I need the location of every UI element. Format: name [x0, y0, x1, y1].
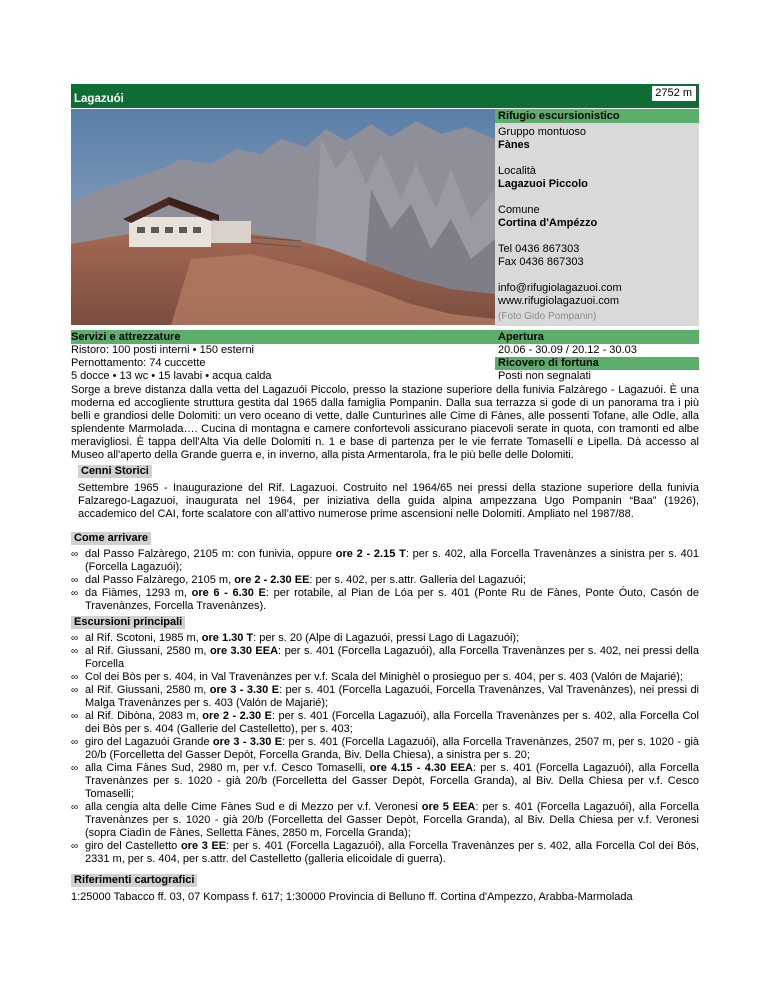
riferimenti-text: 1:25000 Tabacco ff. 03, 07 Kompass f. 617; 1:30000 Provincia di Belluno ff. Cortina d'Ampezzo, Arabba-Marmolada	[71, 891, 633, 903]
phone: Tel 0436 867303	[498, 243, 580, 255]
comune-value: Cortina d'Ampézzo	[498, 217, 598, 229]
item-text: alla cengia alta delle Cime Fànes Sud e di Mezzo per v.f. Veronesi	[85, 801, 422, 813]
opening-dates: 20.06 - 30.09 / 20.12 - 30.03	[498, 344, 637, 356]
description: Sorge a breve distanza dalla vetta del Lagazuói Piccolo, presso la stazione superiore della funivia Falzàrego - Lagazuói. È una moderna ed accogliente struttura gestita dal 1965 dalla famiglia Pompanin. Dalla sua terrazza si gode di un panorama tra i più belli e grandiosi delle Dolomiti: un vero oceano di vette, dalle Cunturìnes alle Cime di Fànes, alle possenti Tofane, alle Odle, alla splendente Marmolada…. Cucina di montagna e camere confortevoli assicurano piacevoli serate in quota, con tramonti ed albe meravigliosi. È tappa dell'Alta Via delle Dolomiti n. 1 e base di partenza per le vie ferrate Tomaselli e Lipella. Dà accesso al Museo all'aperto della Grande guerra e, in inverno, alla pista Armentarola, fra le più belle delle Dolomiti.	[71, 384, 699, 461]
storici-text: Settembre 1965 - Inaugurazione del Rif. Lagazuoi. Costruito nel 1964/65 nei pressi della stazione superiore della funivia Falzarego-Lagazuoi, inaugurata nel 1964, per iniziativa della guida alpina ampezzana Ugo Pompanin “Baa” (1926), accademico del CAI, forte scalatore con all’attivo numerose prime ascensioni nelle Dolomiti. Ampliato nel 1987/88.	[78, 482, 699, 520]
item-time: ore 3 - 3.30 E	[209, 684, 280, 696]
item-time: ore 2 - 2.15 T	[335, 548, 406, 560]
list-item	[71, 645, 699, 671]
item-route: : per s. 401 (Forcella Lagazuói), alla Forcella Travenànzes, 2507 m, per s. 1020 - già 20/b (Forcelletta del Gasser Depòt, Forcella Granda, Biv. Della Chiesa), a sinistra per s. 20;	[85, 736, 700, 761]
shelter-heading: Ricovero di fortuna	[495, 357, 699, 370]
item-route: : per s. 401 (Forcella Lagazuói), alla Forcella Travenànzes per s. 1020 - già 20/b (Forcelletta del Gasser Depòt, Forcella Granda), al Biv. Della Chiesa per v.f. Veronesi (sopra Ciadìn de Fànes, Selletta Fànes, 2850 m, Forcella Granda);	[85, 801, 699, 839]
refuge-photo	[71, 109, 495, 325]
fax: Fax 0436 867303	[498, 256, 584, 268]
group-label: Gruppo montuoso	[498, 126, 587, 138]
item-text: giro del Castelletto	[85, 840, 181, 852]
item-text: da Fiàmes, 1293 m,	[85, 587, 192, 599]
storici-section	[71, 465, 699, 521]
escursioni-list	[71, 632, 699, 866]
list-item	[71, 671, 699, 684]
page	[71, 84, 699, 904]
item-route: : per s. 402, per s.attr. Galleria del Lagazuói;	[309, 574, 526, 586]
website-link[interactable]: www.rifugiolagazuoi.com	[498, 295, 620, 307]
services-header	[71, 330, 699, 344]
item-time: ore 2 - 2.30 EE	[234, 574, 310, 586]
item-time: ore 3 EE	[180, 840, 227, 852]
item-route: : per s. 401 (Forcella Lagazuói), alla Forcella Travenànzes per s. 402, alla Forcella Col dei Bòs, 2331 m, per s. 404, per s.attr. del Castelletto (galleria elicoidale di guerra).	[85, 840, 699, 865]
item-text: dal Passo Falzàrego, 2105 m,	[85, 574, 235, 586]
arrivare-title: Come arrivare	[71, 532, 151, 545]
item-time: ore 1.30 T	[201, 632, 254, 644]
storici-title: Cenni Storici	[78, 465, 152, 478]
list-item	[71, 632, 699, 645]
riferimenti-section	[71, 874, 699, 904]
list-item	[71, 801, 699, 840]
item-route: : per s. 401 (Forcella Lagazuói, Forcella Travenànzes, Val Travenànzes), nei pressi di Malga Travenànzes per s. 403 (Valón de Majarié);	[85, 684, 700, 709]
services-rows	[71, 344, 699, 383]
item-time: ore 4.15 - 4.30 EEA	[369, 762, 473, 774]
list-item	[71, 684, 699, 710]
item-route: : per s. 401 (Forcella Lagazuói), alla Forcella Travenànzes per s. 402, alla Forcella Col dei Bòs per s. 404 (Gallerie del Castelletto), per s. 403;	[85, 710, 699, 735]
item-route: : per s. 402, alla Forcella Travenànzes a sinistra per s. 401 (Forcella Lagazuói);	[85, 548, 699, 573]
list-item	[71, 840, 699, 866]
item-route: : per s. 20 (Alpe di Lagazuói, pressi Lago di Lagazuói);	[253, 632, 520, 644]
title-bar	[71, 84, 699, 108]
comune-label: Comune	[498, 204, 540, 216]
info-panel	[495, 109, 699, 326]
refuge-name: Lagazuói	[74, 93, 124, 105]
list-item	[71, 574, 699, 587]
arrivare-section	[71, 532, 699, 613]
list-item	[71, 736, 699, 762]
item-text: al Rif. Dibòna, 2083 m,	[85, 710, 203, 722]
altitude-badge: 2752 m	[652, 86, 697, 101]
item-text: Col dei Bòs per s. 404, in Val Travenànzes per v.f. Scala del Minighèl o prosieguo per s. 404, per s. 403 (Valón de Majarié);	[85, 671, 683, 683]
top-section	[71, 109, 699, 326]
item-route: : per rotabile, al Pian de Lóa per s. 401 (Ponte Ru de Fànes, Ponte Óuto, Casón de Travenànzes, Forcella Travenànzes).	[85, 587, 699, 612]
escursioni-title: Escursioni principali	[71, 616, 185, 629]
shelter-value: Posti non segnalati	[498, 370, 591, 382]
item-route: : per s. 401 (Forcella Lagazuói), alla Forcella Travenànzes per s. 402, nei pressi della Forcella	[85, 645, 699, 670]
item-time: ore 6 - 6.30 E	[191, 587, 266, 599]
item-text: dal Passo Falzàrego, 2105 m: con funivia, oppure	[85, 548, 336, 560]
services-line: Pernottamento: 74 cuccette	[71, 357, 206, 369]
item-text: giro del Lagazuói Grande	[85, 736, 213, 748]
services-title: Servizi e attrezzature	[71, 330, 495, 344]
list-item	[71, 587, 699, 613]
apertura-title: Apertura	[495, 330, 699, 344]
item-time: ore 3.30 EEA	[209, 645, 279, 657]
list-item	[71, 710, 699, 736]
item-route: : per s. 401 (Forcella Lagazuói), alla Forcella Travenànzes per s. 1020 - già 20/b (Forcelletta del Gasser Depòt, Forcella Granda), al Biv. Della Chiesa per v.f. Cesco Tomaselli;	[85, 762, 699, 800]
item-time: ore 2 - 2.30 E	[202, 710, 272, 722]
location-label: Località	[498, 165, 536, 177]
item-text: al Rif. Giussani, 2580 m,	[85, 645, 210, 657]
item-text: alla Cima Fànes Sud, 2980 m, per v.f. Cesco Tomaselli,	[85, 762, 370, 774]
item-text: al Rif. Giussani, 2580 m,	[85, 684, 210, 696]
photo-credit: (Foto Gido Pompanin)	[498, 311, 597, 322]
location-value: Lagazuoi Piccolo	[498, 178, 588, 190]
item-text: al Rif. Scotoni, 1985 m,	[85, 632, 202, 644]
list-item	[71, 762, 699, 801]
email-link[interactable]: info@rifugiolagazuoi.com	[498, 282, 622, 294]
item-time: ore 3 - 3.30 E	[212, 736, 283, 748]
services-line: Ristoro: 100 posti interni • 150 esterni	[71, 344, 255, 356]
refuge-type: Rifugio escursionistico	[495, 109, 699, 123]
escursioni-section	[71, 616, 699, 866]
services-line: 5 docce • 13 wc • 15 lavabi • acqua calda	[71, 370, 272, 382]
riferimenti-title: Riferimenti cartografici	[71, 874, 197, 887]
list-item	[71, 548, 699, 574]
arrivare-list	[71, 548, 699, 613]
group-value: Fànes	[498, 139, 530, 151]
item-time: ore 5 EEA	[421, 801, 476, 813]
